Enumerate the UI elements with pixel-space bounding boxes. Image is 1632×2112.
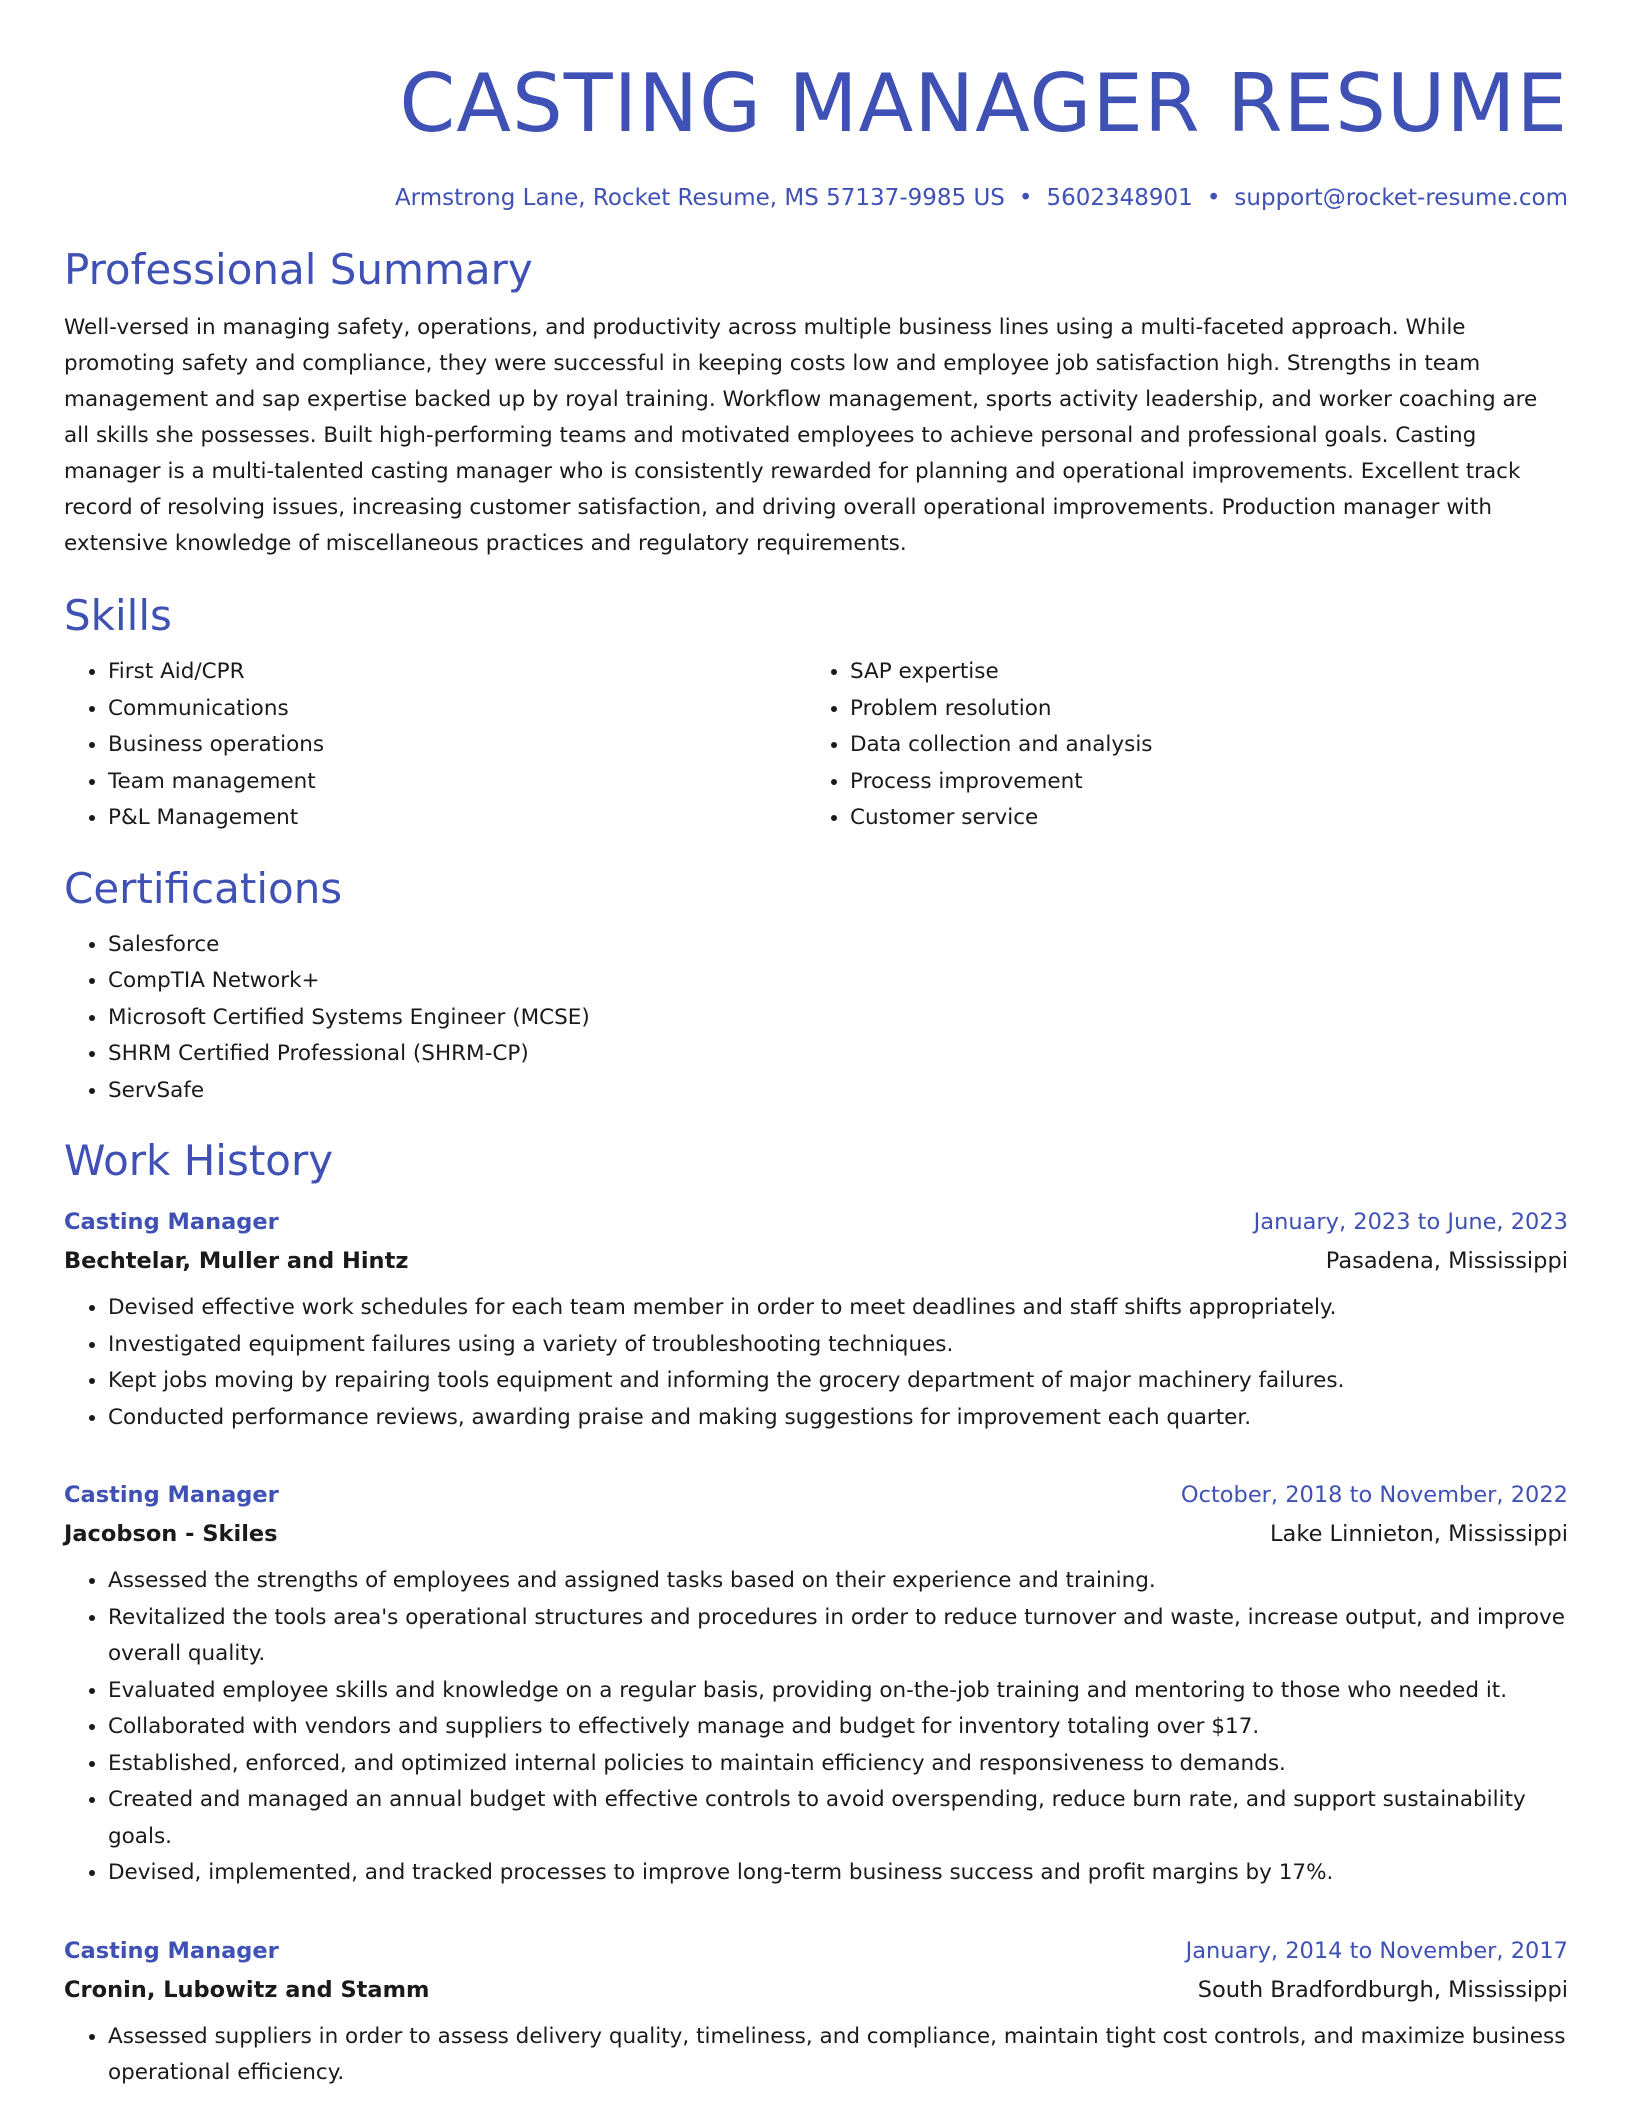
certification-item: • CompTIA Network+ <box>108 963 1568 1000</box>
skills-column-right <box>806 654 1548 837</box>
job-company-row <box>64 1975 1568 2005</box>
certifications-section <box>64 863 1568 1110</box>
job-bullet: • Revitalized the tools area's operational structures and procedures in order to reduce turnover and waste, increase output, and improve overall quality. <box>108 1600 1568 1673</box>
certification-item: • SHRM Certified Professional (SHRM-CP) <box>108 1036 1568 1073</box>
job-company-row <box>64 1519 1568 1549</box>
job-entry <box>64 1207 1568 1436</box>
job-bullet: • Kept jobs moving by repairing tools equipment and informing the grocery department of major machinery failures. <box>108 1363 1568 1400</box>
work-history-section <box>64 1135 1568 2092</box>
job-bullet: • Conducted performance reviews, awarding praise and making suggestions for improvement each quarter. <box>108 1400 1568 1437</box>
job-dates: January, 2023 to June, 2023 <box>1253 1209 1568 1235</box>
job-location: South Bradfordburgh, Mississippi <box>1197 1976 1568 2003</box>
skills-column-left <box>64 654 806 837</box>
contact-line <box>64 182 1568 214</box>
job-bullet: • Assessed the strengths of employees and assigned tasks based on their experience and training. <box>108 1563 1568 1600</box>
job-entry <box>64 1480 1568 1892</box>
job-bullet: • Evaluated employee skills and knowledge on a regular basis, providing on-the-job training and mentoring to those who needed it. <box>108 1673 1568 1710</box>
job-location: Pasadena, Mississippi <box>1325 1248 1568 1274</box>
job-bullet: • Assessed suppliers in order to assess delivery quality, timeliness, and compliance, maintain tight cost controls, and maximize business operational efficiency. <box>108 2019 1568 2092</box>
contact-separator: • <box>1018 185 1033 211</box>
job-company: Jacobson - Skiles <box>64 1521 278 1547</box>
job-title-row <box>64 1207 1568 1237</box>
job-company: Cronin, Lubowitz and Stamm <box>64 1976 430 2003</box>
contact-phone: 5602348901 <box>1046 185 1193 211</box>
skill-item: • SAP expertise <box>850 654 1548 691</box>
job-bullet: • Investigated equipment failures using a variety of troubleshooting techniques. <box>108 1327 1568 1364</box>
job-bullets <box>64 1290 1568 1436</box>
contact-email: support@rocket-resume.com <box>1234 185 1568 211</box>
job-bullets <box>64 2019 1568 2092</box>
skill-item: • Data collection and analysis <box>850 727 1548 764</box>
job-title-row <box>64 1480 1568 1510</box>
skill-item: • Process improvement <box>850 764 1548 801</box>
job-bullet: • Established, enforced, and optimized internal policies to maintain efficiency and responsiveness to demands. <box>108 1746 1568 1783</box>
skill-item: • Customer service <box>850 800 1548 837</box>
skill-item: • P&L Management <box>108 800 806 837</box>
skills-list-left <box>64 654 806 837</box>
skills-list-right <box>806 654 1548 837</box>
certification-item: • Salesforce <box>108 927 1568 964</box>
skill-item: • Communications <box>108 691 806 728</box>
certification-item: • Microsoft Certified Systems Engineer (MCSE) <box>108 1000 1568 1037</box>
job-company: Bechtelar, Muller and Hintz <box>64 1248 409 1274</box>
contact-separator: • <box>1206 185 1221 211</box>
job-title: Casting Manager <box>64 1482 279 1508</box>
certification-item: • ServSafe <box>108 1073 1568 1110</box>
summary-text: Well-versed in managing safety, operations, and productivity across multiple business lines using a multi-faceted approach. While promoting safety and compliance, they were successful in keeping costs low and employee job satisfaction high. Strengths in team management and sap expertise backed up by royal training. Workflow management, sports activity leadership, and worker coaching are all skills she possesses. Built high-performing teams and motivated employees to achieve personal and professional goals. Casting manager is a multi-talented casting manager who is consistently rewarded for planning and operational improvements. Excellent track record of resolving issues, increasing customer satisfaction, and driving overall operational improvements. Production manager with extensive knowledge of miscellaneous practices and regulatory requirements. <box>64 315 1538 556</box>
contact-address: Armstrong Lane, Rocket Resume, MS 57137-9985 US <box>394 185 1005 211</box>
job-bullets <box>64 1563 1568 1892</box>
job-location: Lake Linnieton, Mississippi <box>1270 1521 1568 1547</box>
job-company-row <box>64 1246 1568 1276</box>
job-entry <box>64 1936 1568 2092</box>
resume-title: CASTING MANAGER RESUME <box>399 57 1568 150</box>
certifications-heading: Certifications <box>64 863 343 913</box>
skill-item: • First Aid/CPR <box>108 654 806 691</box>
work-history-heading: Work History <box>64 1136 334 1185</box>
skills-section <box>64 590 1568 837</box>
job-bullet: • Devised, implemented, and tracked processes to improve long-term business success and profit margins by 17%. <box>108 1855 1568 1892</box>
summary-heading: Professional Summary <box>64 245 533 294</box>
certifications-list <box>64 927 1568 1110</box>
skill-item: • Problem resolution <box>850 691 1548 728</box>
skill-item: • Business operations <box>108 727 806 764</box>
job-dates: January, 2014 to November, 2017 <box>1185 1937 1568 1964</box>
job-dates: October, 2018 to November, 2022 <box>1180 1482 1568 1508</box>
job-title: Casting Manager <box>64 1937 279 1964</box>
job-bullet: • Devised effective work schedules for each team member in order to meet deadlines and staff shifts appropriately. <box>108 1290 1568 1327</box>
skills-grid <box>64 654 1568 837</box>
summary-section <box>64 244 1568 562</box>
job-title-row <box>64 1936 1568 1966</box>
job-title: Casting Manager <box>64 1209 279 1235</box>
job-bullet: • Collaborated with vendors and suppliers to effectively manage and budget for inventory totaling over $17. <box>108 1709 1568 1746</box>
job-bullet: • Created and managed an annual budget with effective controls to avoid overspending, reduce burn rate, and support sustainability goals. <box>108 1782 1568 1855</box>
skill-item: • Team management <box>108 764 806 801</box>
skills-heading: Skills <box>64 591 172 640</box>
